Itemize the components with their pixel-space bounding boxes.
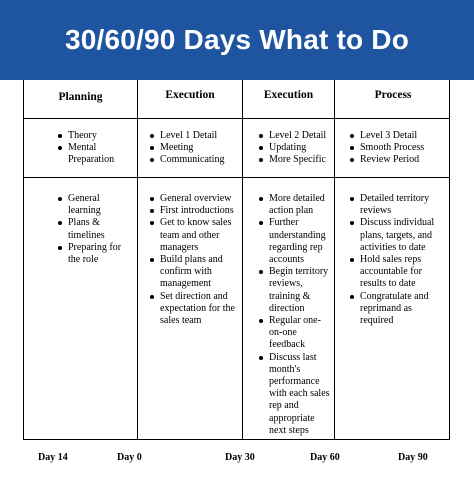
day-label: Day 0 [117, 452, 142, 463]
cell-r2-planning [54, 193, 134, 266]
day-label: Day 14 [38, 452, 68, 463]
list-item: Hold sales reps accountable for results to date [360, 254, 446, 291]
column-divider [334, 80, 335, 439]
page-title: 30/60/90 Days What to Do [64, 24, 410, 55]
list-item: Theory [68, 130, 136, 142]
list-item: Discuss individual plans, targets, and activities to date [360, 217, 446, 254]
cell-r2-execution-2 [255, 193, 333, 437]
list-item: More detailed action plan [269, 193, 333, 217]
list-item: Congratulate and reprimand as required [360, 291, 446, 328]
column-divider [137, 80, 138, 439]
row-divider [24, 118, 449, 119]
list-item: Discuss last month's performance with each sales rep and appropriate next steps [269, 352, 333, 437]
list-item: Level 2 Detail [269, 130, 333, 142]
list-item: Plans & timelines [68, 217, 134, 241]
header-planning: Planning [58, 91, 103, 103]
list-item: Set direction and expectation for the sales team [160, 291, 240, 328]
list-item: Communicating [160, 154, 240, 166]
cell-r1-execution-1 [146, 130, 240, 167]
list-item: Smooth Process [360, 142, 449, 154]
list-item: Meeting [160, 142, 240, 154]
list-item: General overview [160, 193, 240, 205]
plan-table [23, 80, 450, 440]
cell-r2-process [346, 193, 446, 327]
day-label: Day 90 [398, 452, 428, 463]
list-item: More Specific [269, 154, 333, 166]
list-item: Preparing for the role [68, 242, 134, 266]
list-item: Review Period [360, 154, 449, 166]
list-item: Detailed territory reviews [360, 193, 446, 217]
row-divider [24, 177, 449, 178]
cell-r1-planning [54, 130, 136, 167]
list-item: Level 3 Detail [360, 130, 449, 142]
list-item: Further understanding regarding rep accounts [269, 217, 333, 266]
cell-r1-process [346, 130, 449, 167]
cell-r2-execution-1 [146, 193, 240, 327]
header-process: Process [374, 89, 412, 101]
list-item: Mental Preparation [68, 142, 136, 166]
header-execution-1: Execution [165, 89, 215, 101]
list-item: Get to know sales team and other managers [160, 217, 240, 254]
list-item: Regular one-on-one feedback [269, 315, 333, 352]
day-label: Day 30 [225, 452, 255, 463]
header-execution-2: Execution [263, 89, 314, 101]
list-item: Updating [269, 142, 333, 154]
list-item: Begin territory reviews, training & direction [269, 266, 333, 315]
list-item: Level 1 Detail [160, 130, 240, 142]
column-divider [242, 80, 243, 439]
list-item: Build plans and confirm with management [160, 254, 240, 291]
title-banner [0, 0, 474, 80]
day-label: Day 60 [310, 452, 340, 463]
list-item: First introductions [160, 205, 240, 217]
cell-r1-execution-2 [255, 130, 333, 167]
list-item: General learning [68, 193, 134, 217]
